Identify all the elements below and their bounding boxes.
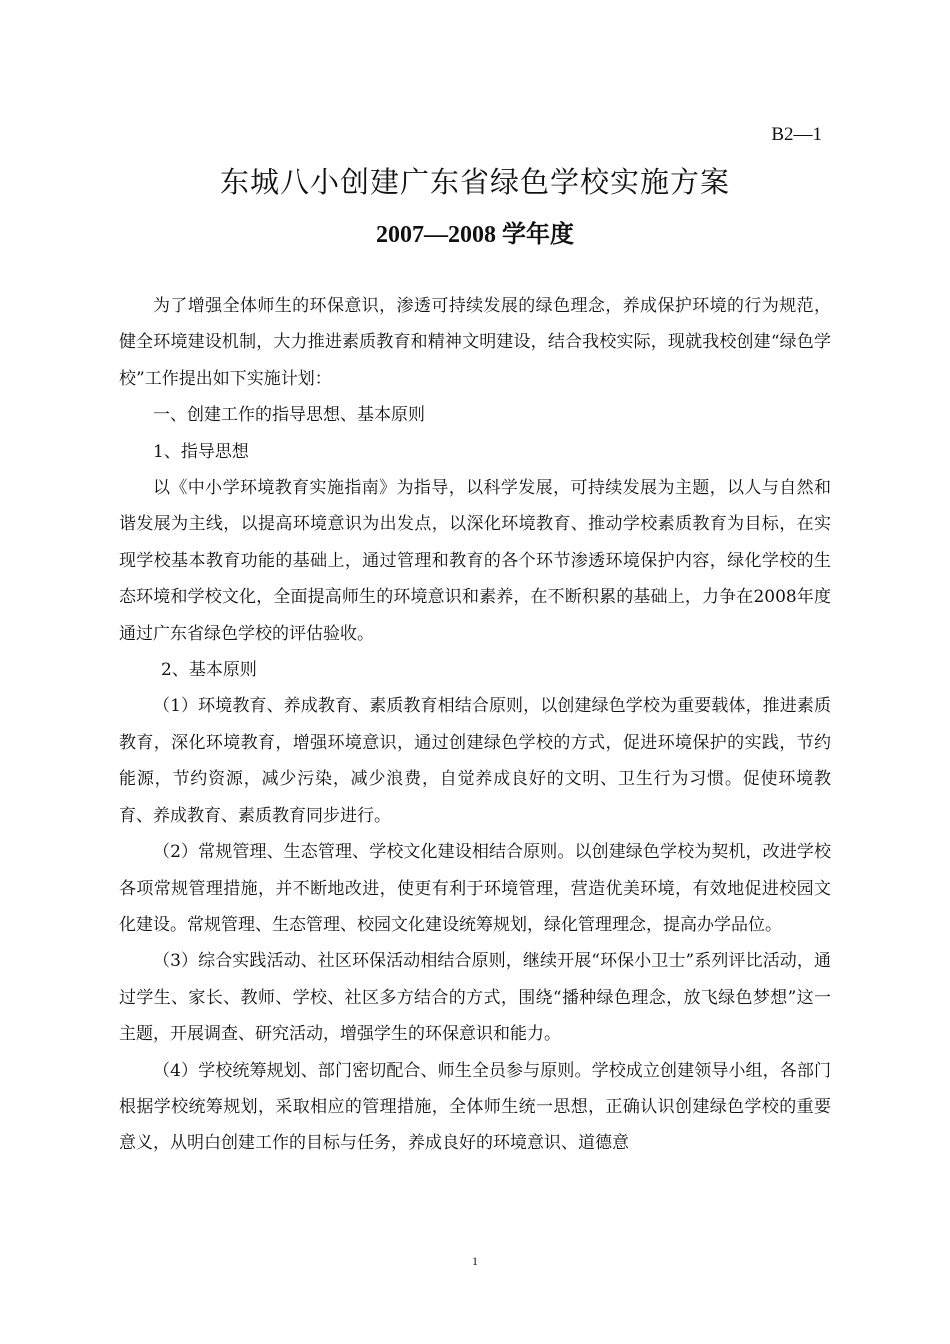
document-body: [119, 288, 831, 1162]
page-number: 1: [472, 1254, 478, 1268]
section-heading: 一、创建工作的指导思想、基本原则: [153, 405, 425, 426]
document-subtitle: 2007—2008 学年度: [376, 222, 574, 248]
document-title: 东城八小创建广东省绿色学校实施方案: [219, 165, 730, 199]
principle-paragraph: （3）综合实践活动、社区环保活动相结合原则，继续开展“环保小卫士”系列评比活动，通过学生、家长、教师、学校、社区多方结合的方式，围绕“播种绿色理念，放飞绿色梦想”这一主题，开展调查、研究活动，增强学生的环保意识和能力。: [119, 951, 831, 1045]
subsection-heading: 2、基本原则: [161, 660, 257, 681]
principle-paragraph: （1）环境教育、养成教育、素质教育相结合原则，以创建绿色学校为重要载体，推进素质教育，深化环境教育，增强环境意识，通过创建绿色学校的方式，促进环境保护的实践，节约能源，节约资源，减少污染，减少浪费，自觉养成良好的文明、卫生行为习惯。促使环境教育、养成教育、素质教育同步进行。: [119, 696, 831, 826]
subsection-heading: 1、指导思想: [153, 441, 249, 462]
intro-paragraph: 为了增强全体师生的环保意识，渗透可持续发展的绿色理念，养成保护环境的行为规范，健全环境建设机制，大力推进素质教育和精神文明建设，结合我校实际，现就我校创建“绿色学校”工作提出如下实施计划：: [119, 296, 831, 389]
document-code: B2—1: [771, 124, 822, 145]
principle-paragraph: （2）常规管理、生态管理、学校文化建设相结合原则。以创建绿色学校为契机，改进学校各项常规管理措施，并不断地改进，使更有利于环境管理，营造优美环境，有效地促进校园文化建设。常规管理、生态管理、校园文化建设统筹规划，绿化管理理念，提高办学品位。: [119, 842, 831, 935]
principle-paragraph: （4）学校统筹规划、部门密切配合、师生全员参与原则。学校成立创建领导小组，各部门根据学校统筹规划，采取相应的管理措施，全体师生统一思想，正确认识创建绿色学校的重要意义，从明白创建工作的目标与任务，养成良好的环境意识、道德意: [119, 1060, 831, 1154]
guiding-ideology-paragraph: 以《中小学环境教育实施指南》为指导，以科学发展，可持续发展为主题，以人与自然和谐发展为主线，以提高环境意识为出发点，以深化环境教育、推动学校素质教育为目标，在实现学校基本教育功能的基础上，通过管理和教育的各个环节渗透环境保护内容，绿化学校的生态环境和学校文化，全面提高师生的环境意识和素养，在不断积累的基础上，力争在2008年度通过广东省绿色学校的评估验收。: [119, 478, 831, 644]
